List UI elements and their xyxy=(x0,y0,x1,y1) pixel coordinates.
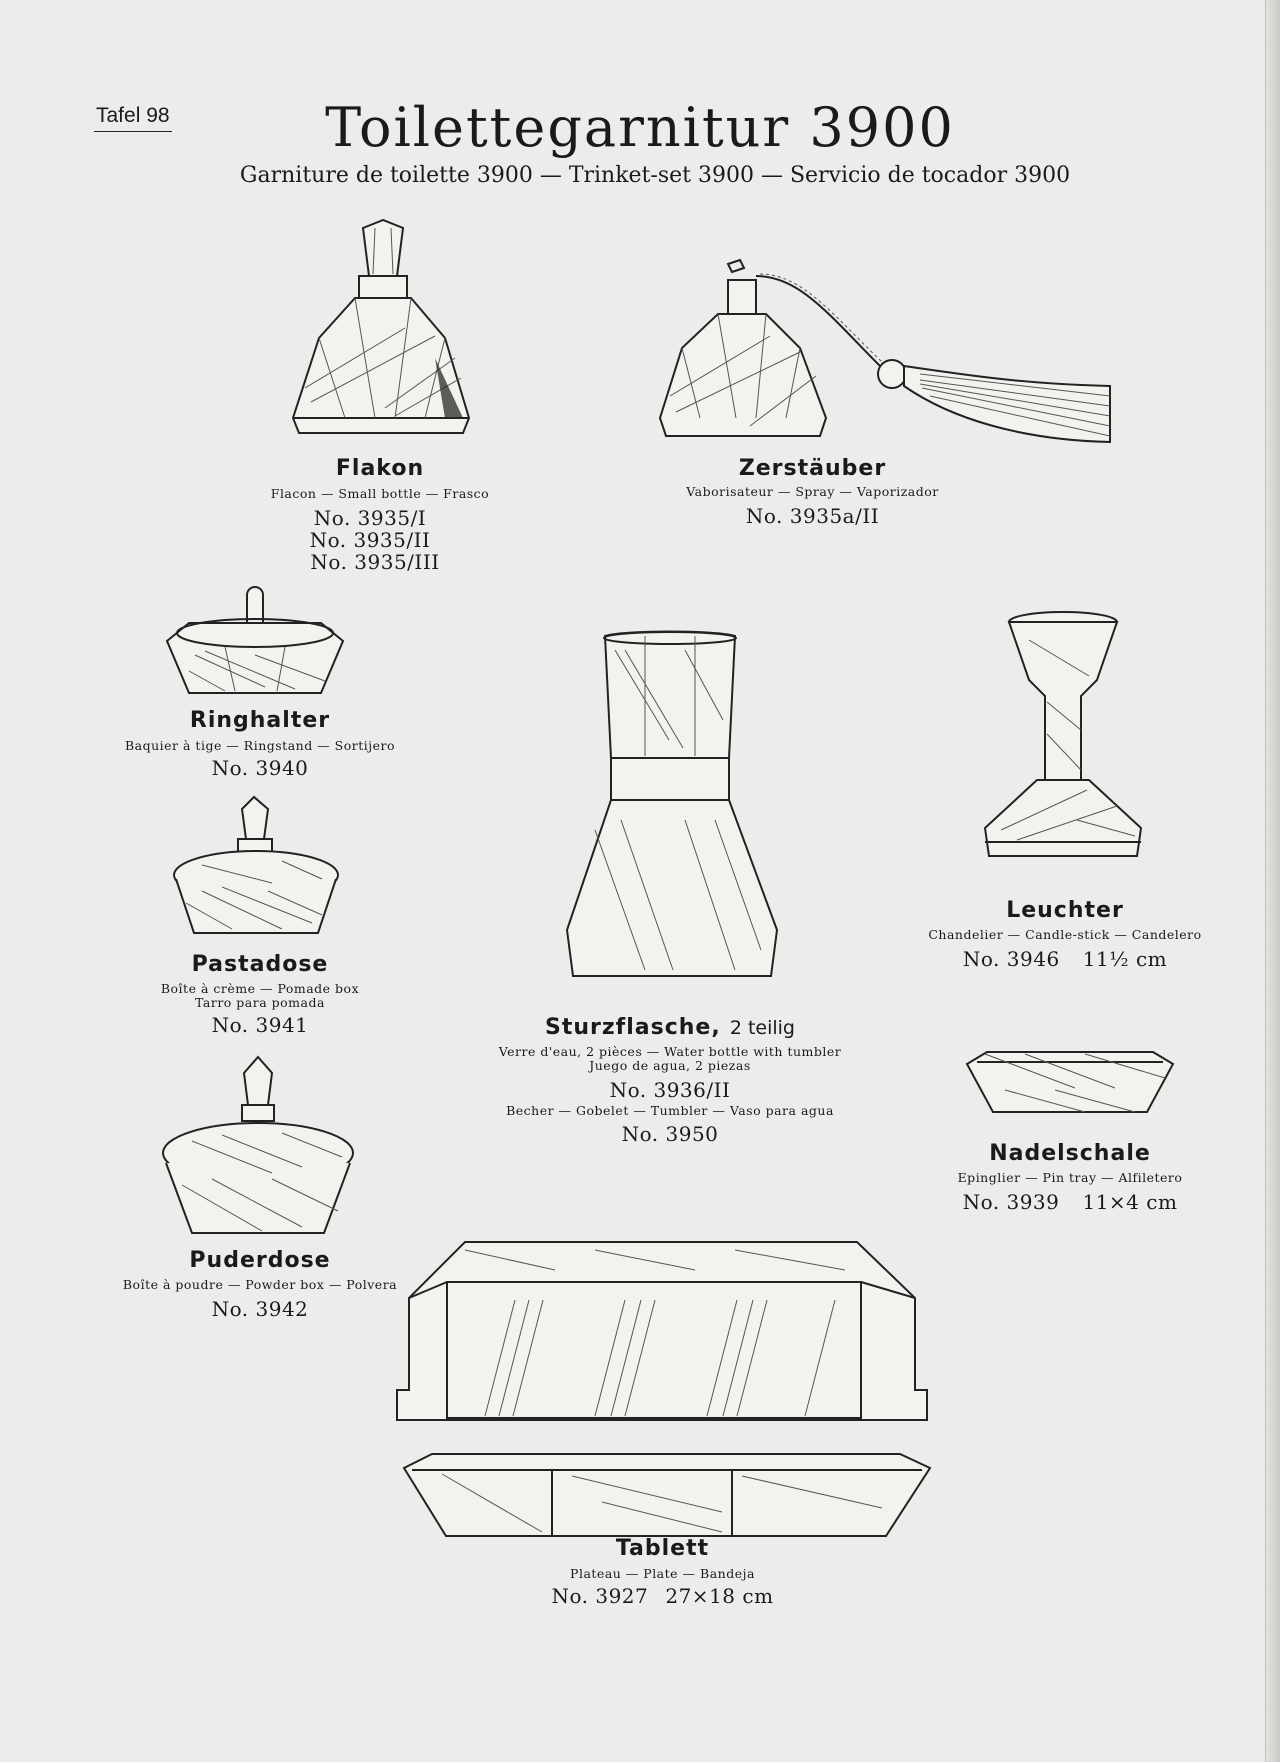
nadelschale-number-line xyxy=(950,1190,1190,1214)
flakon-number-2: No. 3935/II xyxy=(309,528,431,552)
zerstaeuber-number: No. 3935a/II xyxy=(745,504,880,528)
leuchter-number-line xyxy=(960,947,1170,971)
tablett-size: 27×18 cm xyxy=(665,1584,774,1608)
pastadose-description: Boîte à crème — Pomade box xyxy=(160,981,360,996)
tablett-number: No. 3927 xyxy=(551,1584,649,1608)
puderdose-name: Puderdose xyxy=(189,1248,331,1273)
tablett-top-illustration xyxy=(395,1240,930,1438)
page-subtitle: Garniture de toilette 3900 — Trinket-set 3900 — Servicio de tocador 3900 xyxy=(239,163,1071,188)
leuchter-description: Chandelier — Candle-stick — Candelero xyxy=(928,927,1202,942)
pastadose-description-2: Tarro para pomada xyxy=(195,995,325,1010)
sturzflasche-name: Sturzflasche, xyxy=(545,1015,721,1040)
tablett-description: Plateau — Plate — Bandeja xyxy=(570,1566,755,1581)
zerstaeuber-illustration xyxy=(660,256,1115,456)
leuchter-illustration xyxy=(977,610,1152,865)
tablett-side-illustration xyxy=(402,1452,932,1538)
sturzflasche-description-2: Juego de agua, 2 piezas xyxy=(589,1058,751,1073)
puderdose-description: Boîte à poudre — Powder box — Polvera xyxy=(122,1277,398,1292)
ringhalter-number: No. 3940 xyxy=(211,756,309,780)
zerstaeuber-name: Zerstäuber xyxy=(738,456,887,481)
tumbler-description: Becher — Gobelet — Tumbler — Vaso para agua xyxy=(506,1103,834,1118)
sturzflasche-number: No. 3936/II xyxy=(609,1078,731,1102)
nadelschale-description: Epinglier — Pin tray — Alfiletero xyxy=(957,1170,1183,1185)
pastadose-number: No. 3941 xyxy=(211,1013,309,1037)
sturzflasche-description: Verre d'eau, 2 pièces — Water bottle with tumbler xyxy=(498,1044,842,1059)
flakon-name: Flakon xyxy=(335,456,425,481)
tumbler-number: No. 3950 xyxy=(621,1122,719,1146)
page-edge xyxy=(1265,0,1280,1762)
nadelschale-name: Nadelschale xyxy=(989,1141,1151,1166)
ringhalter-illustration xyxy=(165,585,345,705)
leuchter-name: Leuchter xyxy=(1006,898,1124,923)
puderdose-number: No. 3942 xyxy=(211,1297,309,1321)
leuchter-size: 11½ cm xyxy=(1082,947,1168,971)
leuchter-number: No. 3946 xyxy=(962,947,1060,971)
flakon-number-1: No. 3935/I xyxy=(313,506,427,530)
ringhalter-name: Ringhalter xyxy=(189,708,331,733)
flakon-number-3: No. 3935/III xyxy=(310,550,440,574)
nadelschale-number: No. 3939 xyxy=(962,1190,1060,1214)
page-title: Toilettegarnitur 3900 xyxy=(325,96,955,159)
zerstaeuber-description: Vaborisateur — Spray — Vaporizador xyxy=(686,484,939,499)
ringhalter-description: Baquier à tige — Ringstand — Sortijero xyxy=(124,738,396,753)
flakon-description: Flacon — Small bottle — Frasco xyxy=(270,486,490,501)
pastadose-illustration xyxy=(172,795,342,945)
puderdose-illustration xyxy=(162,1055,357,1240)
flakon-illustration xyxy=(285,218,480,443)
plate-number: Tafel 98 xyxy=(94,104,172,132)
nadelschale-size: 11×4 cm xyxy=(1082,1190,1178,1214)
nadelschale-illustration xyxy=(965,1050,1175,1118)
sturzflasche-illustration xyxy=(565,630,785,985)
sturzflasche-heading xyxy=(520,1015,820,1040)
tablett-number-line xyxy=(540,1584,785,1608)
pastadose-name: Pastadose xyxy=(191,952,329,977)
sturzflasche-name-suffix: 2 teilig xyxy=(729,1017,795,1039)
tablett-name: Tablett xyxy=(615,1536,710,1561)
